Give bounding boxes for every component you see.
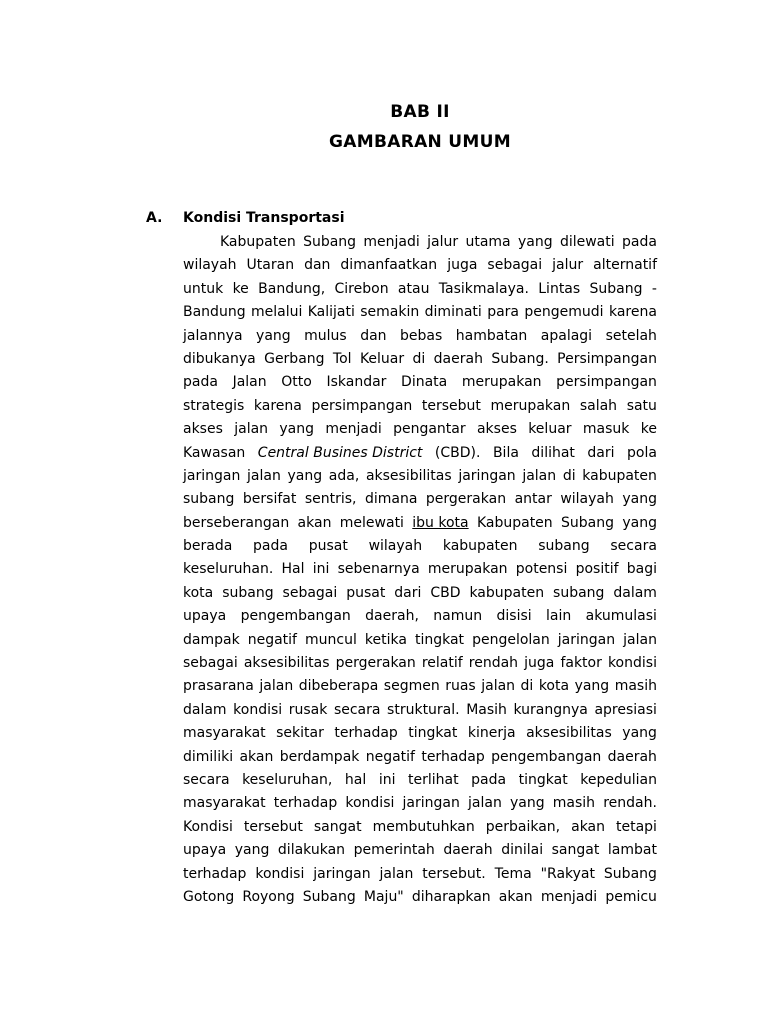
word: jaringan (458, 467, 516, 484)
word: jaringan (402, 795, 460, 812)
paragraph-line (183, 839, 657, 862)
word: pengantar (393, 421, 466, 438)
word: dilewati (559, 234, 615, 250)
word: pusat (346, 584, 386, 601)
word: rendah (468, 655, 519, 672)
paragraph-line (183, 395, 657, 418)
word: disisi (496, 608, 532, 625)
word: sangat (551, 842, 600, 859)
word: berseberangan (183, 514, 290, 531)
word: jalan (623, 631, 657, 648)
word: di (412, 350, 426, 367)
word: pemerintah (353, 842, 435, 859)
word: ada, (328, 467, 360, 484)
paragraph-line (183, 465, 657, 488)
word: jalan (234, 421, 269, 438)
word: jalan (481, 678, 516, 695)
word: keseluruhan. (183, 561, 274, 578)
word: sekitar (276, 725, 324, 742)
word: yang (234, 842, 270, 859)
word: hambatan (455, 327, 528, 344)
word: Cirebon (334, 280, 389, 297)
word: tingkat (408, 725, 458, 742)
word: apresiasi (594, 701, 657, 718)
word: Gerbang (264, 350, 325, 367)
word: alternatif (593, 257, 657, 274)
word: Hal (281, 561, 305, 578)
word: Keluar (359, 350, 405, 367)
word: segmen (383, 678, 440, 695)
word: sebagai (282, 584, 338, 601)
paragraph-line (183, 325, 657, 348)
section-letter: A. (146, 210, 163, 226)
word: Bila (492, 444, 519, 461)
word: akan (571, 818, 606, 835)
paragraph-line (183, 605, 657, 628)
word: lambat (607, 842, 657, 859)
word: sangat (313, 818, 362, 835)
word: sentris, (304, 491, 357, 508)
word: dari (394, 584, 422, 601)
word: secara (183, 771, 230, 788)
paragraph-line (183, 652, 657, 675)
word: merupakan (427, 561, 508, 578)
word: potensi (515, 561, 568, 578)
word: dilakukan (277, 842, 346, 859)
paragraph-line (183, 699, 657, 722)
word: masyarakat (183, 725, 266, 742)
word: ini (312, 561, 330, 578)
word: prasarana (183, 678, 254, 695)
word: kinerja (467, 725, 516, 742)
word: pusat (308, 538, 348, 555)
word: jaringan (183, 467, 241, 484)
word: subang (183, 491, 235, 508)
word: lain (546, 608, 572, 625)
word: daerah (443, 842, 493, 859)
word: Gotong (183, 888, 235, 905)
word: bagi (626, 561, 657, 578)
word: aksesibilitas (243, 655, 330, 672)
word: akses (183, 421, 223, 438)
word: yang (622, 514, 657, 531)
word: persimpangan (311, 397, 413, 414)
word: muncul (305, 631, 357, 648)
word: Subang (303, 234, 357, 250)
word: Tema (494, 865, 532, 882)
word: jalannya (183, 327, 243, 344)
word: kurangnya (513, 701, 588, 718)
word: kota (538, 678, 570, 695)
paragraph-line (183, 348, 657, 371)
word: kabupaten (582, 467, 657, 484)
word: masyarakat (183, 795, 266, 812)
word: rendah. (603, 795, 657, 812)
word: keseluruhan, (242, 771, 333, 788)
word: pergerakan (425, 491, 507, 508)
word: juga (524, 655, 555, 672)
word: daerah, (365, 608, 419, 625)
word: kondisi (607, 655, 657, 672)
chapter-number: BAB II (390, 102, 450, 122)
word: mulus (304, 327, 347, 344)
word: menjadi (540, 888, 598, 905)
word: strategis (183, 397, 245, 414)
word: satu (626, 397, 657, 414)
word: untuk (183, 280, 224, 297)
word: kondisi (345, 795, 395, 812)
word: dibeberapa (298, 678, 379, 695)
word: CBD (430, 584, 461, 601)
word: dan (304, 257, 331, 274)
word: - (651, 280, 657, 297)
paragraph-line (183, 558, 657, 581)
word: sebenarnya (337, 561, 420, 578)
word: rusak (288, 701, 328, 718)
word: pemicu (605, 888, 657, 905)
word: terlihat (408, 771, 459, 788)
word: Subang (589, 280, 643, 297)
word: pengelolan (472, 631, 550, 648)
word: ke (640, 421, 657, 438)
word: di (520, 678, 534, 695)
word: tetapi (616, 818, 657, 835)
word: apalagi (540, 327, 593, 344)
paragraph-line (183, 488, 657, 511)
paragraph-line (183, 418, 657, 441)
paragraph-line (183, 278, 657, 301)
word: setelah (605, 327, 657, 344)
word: subang (222, 584, 274, 601)
paragraph-line (183, 512, 657, 535)
word: ruas (445, 678, 476, 695)
word: melewati (339, 514, 404, 531)
word: yang (279, 421, 315, 438)
word: Subang. (491, 350, 549, 367)
paragraph-line (183, 254, 657, 277)
word: para (487, 304, 519, 321)
word: yang (622, 491, 657, 508)
word: diharapkan (411, 888, 491, 905)
word: pada (621, 234, 657, 250)
word: akan (297, 514, 332, 531)
word: sebagai (487, 257, 543, 274)
word: subang (538, 538, 590, 555)
word: jalan (247, 467, 281, 484)
word: negatif (247, 631, 297, 648)
word: jalur (427, 234, 459, 250)
word: yang (510, 795, 545, 812)
word: pada (253, 538, 288, 555)
word: struktural. (387, 701, 460, 718)
word: jaringan (313, 865, 371, 882)
word: Utaran (246, 257, 295, 274)
word: atau (397, 280, 430, 297)
word: yang (256, 327, 291, 344)
paragraph-line (183, 675, 657, 698)
word: berada (183, 538, 233, 555)
word: negatif (365, 748, 415, 765)
word: akan (239, 748, 274, 765)
word: Tol (332, 350, 352, 367)
word: kabupaten (442, 538, 518, 555)
word: pengembangan (491, 748, 602, 765)
paragraph-line (183, 442, 657, 465)
word: menjadi (363, 234, 420, 250)
word: Maju" (363, 888, 404, 905)
word: akan (498, 888, 533, 905)
word: karena (253, 397, 302, 414)
word: terhadap (273, 795, 338, 812)
word: pada (183, 374, 218, 391)
word: dan (360, 327, 387, 344)
word: pola (627, 444, 657, 461)
word: aksesibilitas (526, 725, 612, 742)
word: positif (575, 561, 619, 578)
word: yang (622, 725, 657, 742)
word: yang (517, 234, 553, 250)
word: salah (579, 397, 618, 414)
word: utama (465, 234, 511, 250)
word: jalan (468, 795, 502, 812)
word: wilayah (560, 491, 614, 508)
word: yang (287, 467, 323, 484)
word: relatif (421, 655, 463, 672)
word: Masih (466, 701, 507, 718)
word: antar (514, 491, 552, 508)
paragraph-line (183, 629, 657, 652)
word: hal (344, 771, 367, 788)
paragraph-line (183, 746, 657, 769)
word: tersebut. (422, 865, 486, 882)
word: melalui (250, 304, 303, 321)
paragraph-line (183, 722, 657, 745)
word: juga (447, 257, 478, 274)
word: namun (433, 608, 483, 625)
word: Kondisi (183, 818, 233, 835)
word: kota (183, 584, 214, 601)
word: semakin (360, 304, 420, 321)
word: Subang (603, 865, 657, 882)
word: pada (471, 771, 507, 788)
word: akses (476, 421, 517, 438)
word: terhadap (421, 748, 485, 765)
paragraph-line (183, 582, 657, 605)
word: Bandung, (258, 280, 326, 297)
word: tersebut (243, 818, 303, 835)
paragraph-line (183, 816, 657, 839)
paragraph-line (183, 886, 657, 909)
word: bebas (400, 327, 443, 344)
word: tingkat (414, 631, 465, 648)
word: Royong (242, 888, 295, 905)
word: Kawasan (183, 444, 246, 461)
word: daerah (433, 350, 483, 367)
word: pengemudi (524, 304, 604, 321)
word: Lintas (538, 280, 581, 297)
word: perbaikan, (485, 818, 561, 835)
paragraph-line (183, 231, 657, 254)
word: Tasikmalaya. (438, 280, 529, 297)
word: merupakan (461, 374, 542, 391)
word: kepedulian (580, 771, 657, 788)
word: dinilai (501, 842, 544, 859)
word: dimana (364, 491, 418, 508)
word: menjadi (325, 421, 382, 438)
word: Jalan (232, 374, 267, 391)
word: wilayah (368, 538, 423, 555)
paragraph-line (183, 863, 657, 886)
word: terhadap (334, 725, 398, 742)
word: persimpangan (556, 374, 657, 391)
word: wilayah (183, 257, 237, 274)
word: kondisi (255, 865, 305, 882)
word: ini (378, 771, 396, 788)
word: membutuhkan (372, 818, 475, 835)
word: upaya (183, 842, 227, 859)
word: pergerakan (335, 655, 416, 672)
paragraph-line (183, 769, 657, 792)
word: keluar (528, 421, 572, 438)
word: sebagai (183, 655, 238, 672)
word: (CBD). (434, 444, 481, 461)
section-title: Kondisi Transportasi (183, 210, 345, 226)
word: diminati (424, 304, 482, 321)
word: Dinata (401, 374, 448, 391)
word: pengembangan (240, 608, 351, 625)
word: aksesibilitas (365, 467, 452, 484)
word: kondisi (233, 701, 283, 718)
word: Subang (302, 888, 356, 905)
word: dimiliki (183, 748, 234, 765)
word: Kabupaten (476, 514, 553, 531)
word: faktor (560, 655, 602, 672)
word: subang (553, 584, 605, 601)
word: jalur (552, 257, 584, 274)
word: tingkat (518, 771, 568, 788)
word: jaringan (557, 631, 616, 648)
word: dari (587, 444, 615, 461)
word: jalan (379, 865, 414, 882)
word: akumulasi (585, 608, 657, 625)
word: Kabupaten (220, 234, 296, 250)
paragraph-line (183, 792, 657, 815)
word: masuk (582, 421, 630, 438)
word: dimanfaatkan (340, 257, 438, 274)
word: Persimpangan (557, 350, 657, 367)
word: Iskandar (326, 374, 387, 391)
word: Otto (281, 374, 312, 391)
word: ke (232, 280, 249, 297)
paragraph-line (183, 301, 657, 324)
word: Subang (561, 514, 614, 531)
word: Bandung (183, 304, 246, 321)
word: masih (552, 795, 596, 812)
word: jalan (522, 467, 557, 484)
paragraph-line (183, 371, 657, 394)
word: jalan (259, 678, 294, 695)
word: Kalijati (307, 304, 355, 321)
word: terhadap (183, 865, 247, 882)
word: secara (333, 701, 381, 718)
word: bersifat (242, 491, 297, 508)
word: yang (574, 678, 610, 695)
section-paragraph (183, 231, 657, 909)
word: di (562, 467, 576, 484)
word: merupakan (490, 397, 571, 414)
paragraph-line (183, 535, 657, 558)
word: dilihat (531, 444, 575, 461)
word: secara (610, 538, 657, 555)
word: ketika (364, 631, 407, 648)
word: dibukanya (183, 350, 256, 367)
word: "Rakyat (540, 865, 595, 882)
word: dalam (613, 584, 657, 601)
word: kabupaten (469, 584, 545, 601)
word: daerah (607, 748, 657, 765)
underlined-term: ibu kota (412, 514, 469, 531)
word: masih (614, 678, 657, 695)
italic-term: Central Busines District (257, 444, 423, 461)
word: karena (608, 304, 657, 321)
word: dampak (183, 631, 240, 648)
chapter-title: GAMBARAN UMUM (329, 132, 511, 152)
word: dalam (183, 701, 227, 718)
word: upaya (183, 608, 227, 625)
word: tersebut (421, 397, 481, 414)
word: berdampak (279, 748, 360, 765)
